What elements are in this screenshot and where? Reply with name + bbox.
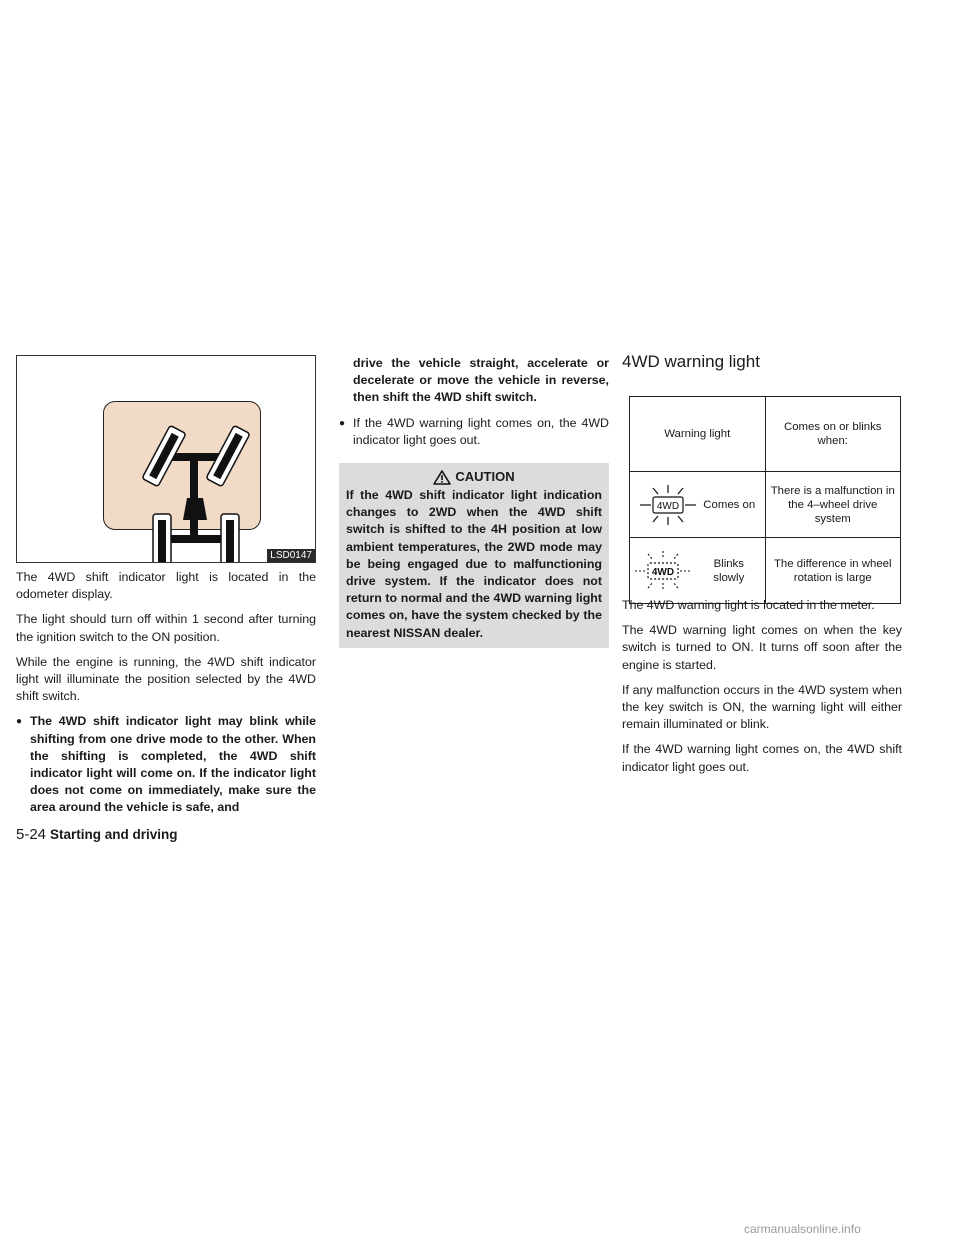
page-footer	[16, 826, 178, 843]
table-row	[630, 538, 901, 604]
table-cell: The difference in wheel rotation is large	[765, 538, 901, 604]
4wd-light-blink-icon	[634, 549, 691, 593]
drivetrain-icon	[17, 356, 315, 562]
caution-box	[339, 463, 609, 648]
bullet-continuation: drive the vehicle straight, accelerate or decelerate or move the vehicle in reverse, then shift the 4WD shift switch.	[353, 356, 609, 405]
bullet-text: If the 4WD warning light comes on, the 4WD indicator light goes out.	[353, 415, 609, 447]
table-cell	[630, 472, 766, 538]
table-header-cell: Comes on or blinks when:	[765, 397, 901, 472]
middle-column	[339, 355, 609, 648]
page-number: 5-24	[16, 826, 47, 843]
paragraph: While the engine is running, the 4WD shift indicator light will illuminate the position selected by the 4WD shift switch.	[16, 654, 316, 704]
paragraph: The light should turn off within 1 second after turning the ignition switch to the ON position.	[16, 612, 316, 644]
table-cell	[630, 538, 766, 604]
watermark: carmanualsonline.info	[744, 1222, 861, 1236]
caution-title: CAUTION	[455, 469, 515, 485]
table-row	[630, 472, 901, 538]
bullet-item	[339, 415, 609, 449]
4wd-indicator-figure	[16, 355, 316, 563]
light-state: Blinks slowly	[713, 557, 745, 584]
warning-light-table	[629, 396, 901, 604]
paragraph: The 4WD warning light is located in the meter.	[622, 598, 875, 612]
paragraph: The 4WD warning light comes on when the key switch is turned to ON. It turns off soon after the engine is started.	[622, 623, 902, 672]
bullet-dot-icon: ●	[339, 417, 346, 429]
light-state: Comes on	[703, 498, 756, 511]
4wd-light-on-icon	[639, 483, 697, 527]
section-title: 4WD warning light	[622, 352, 760, 371]
table-cell: There is a malfunction in the 4–wheel drive system	[765, 472, 901, 538]
paragraph: The 4WD shift indicator light is located in the odometer display.	[16, 570, 316, 602]
figure-code: LSD0147	[267, 549, 315, 562]
section-name: Starting and driving	[50, 827, 178, 842]
bullet-text: The 4WD shift indicator light may blink while shifting from one drive mode to the other. When the shifting is completed, the 4WD shift indicator light will come on. If the indicator light does not come on immediately, make sure the area around the vehicle is safe, and	[30, 714, 316, 815]
caution-header	[346, 463, 602, 487]
warning-triangle-icon	[433, 470, 451, 485]
left-column	[16, 355, 316, 825]
bullet-item	[16, 713, 316, 816]
bullet-dot-icon: ●	[16, 716, 23, 728]
paragraph: If any malfunction occurs in the 4WD system when the key switch is ON, the warning light will either remain illuminated or blink.	[622, 682, 902, 732]
paragraph: If the 4WD warning light comes on, the 4WD shift indicator light goes out.	[622, 742, 902, 774]
right-column-text	[622, 597, 902, 784]
table-header-row	[630, 397, 901, 472]
icon-label: 4WD	[651, 566, 675, 578]
icon-label: 4WD	[657, 500, 680, 512]
table-header-cell: Warning light	[630, 397, 766, 472]
caution-body: If the 4WD shift indicator light indication changes to 2WD when the 4WD shift switch is shifted to the 4H position at low ambient temperatures, the 2WD mode may be being engaged due to malfunctioning drive system. If the indicator does not return to normal and the 4WD warning light comes on, have the system checked by the nearest NISSAN dealer.	[346, 488, 602, 640]
